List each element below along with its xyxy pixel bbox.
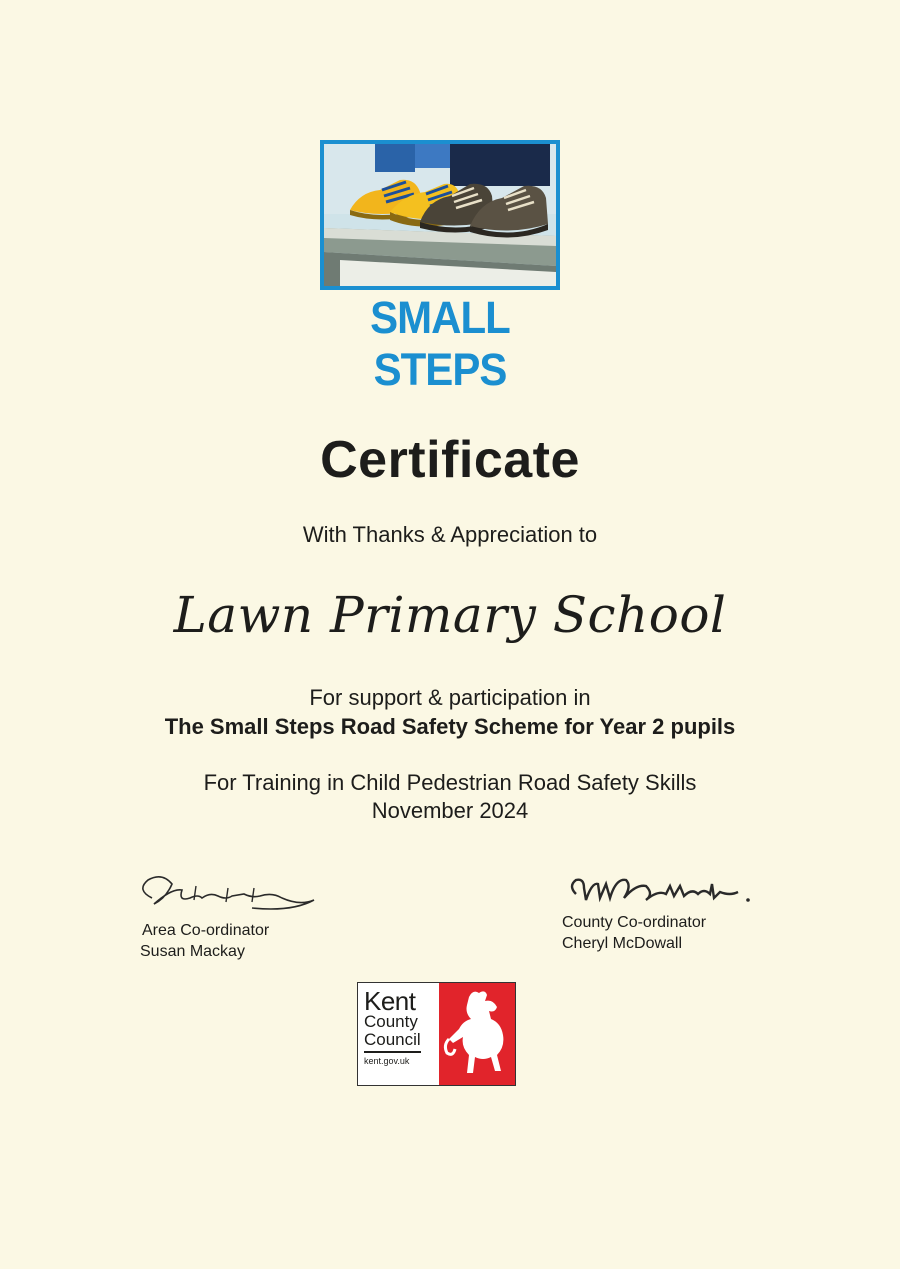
thanks-line: With Thanks & Appreciation to (302, 522, 598, 547)
kcc-red-panel (439, 983, 515, 1085)
certificate-date: November 2024 (371, 798, 529, 823)
shoes-on-kerb-illustration (320, 140, 560, 290)
signatory-role-county: County Co-ordinator (562, 914, 707, 931)
training-line: For Training in Child Pedestrian Road Safety Skills (203, 770, 697, 795)
small-steps-logo-text: SMALL STEPS (370, 292, 510, 395)
signature-block-area (132, 868, 372, 962)
white-horse-icon (439, 983, 515, 1085)
signatory-name-county: Cheryl McDowall (562, 935, 683, 952)
kcc-url: kent.gov.uk (364, 1056, 410, 1066)
support-line: For support & participation in (309, 685, 591, 710)
signatory-name-area: Susan Mackay (140, 943, 245, 960)
kcc-line-kent: Kent (364, 986, 416, 1016)
signature-block-county (562, 872, 802, 954)
handwritten-signature-county (562, 872, 762, 912)
small-steps-logo (320, 140, 562, 395)
certificate-title: Certificate (320, 431, 580, 489)
recipient-name: Lawn Primary School (173, 586, 727, 644)
kcc-wordmark (364, 986, 436, 1066)
kcc-line-council: Council (364, 1031, 421, 1053)
handwritten-signature-area (132, 868, 322, 920)
scheme-line: The Small Steps Road Safety Scheme for Year 2 pupils (164, 714, 736, 739)
kcc-line-county: County (364, 1012, 418, 1031)
signatory-role-area: Area Co-ordinator (142, 922, 270, 939)
kent-county-council-logo (357, 982, 516, 1086)
